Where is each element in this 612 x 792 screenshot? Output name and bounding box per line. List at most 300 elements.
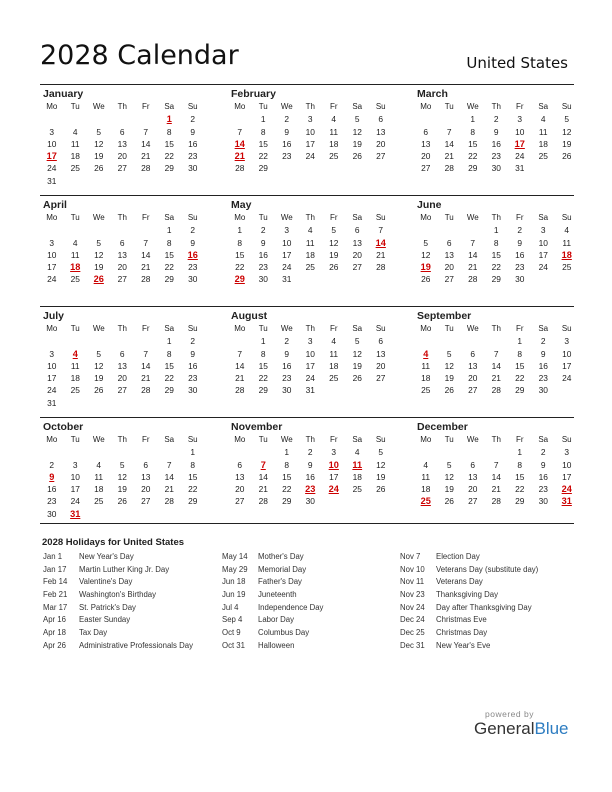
- holiday-day-cell: 25: [420, 496, 431, 507]
- day-cell: 22: [164, 373, 174, 384]
- day-cell: 6: [378, 114, 384, 125]
- holiday-date: Nov 24: [400, 602, 425, 612]
- day-cell: 15: [491, 249, 501, 260]
- day-cell: 21: [491, 484, 501, 495]
- holiday-item: [43, 564, 213, 577]
- day-cell: 8: [493, 237, 499, 248]
- day-cell: 29: [515, 385, 525, 396]
- holiday-item: [43, 614, 213, 627]
- day-cell: 25: [538, 151, 548, 162]
- day-cell: 7: [143, 126, 149, 137]
- day-cell: 4: [72, 126, 78, 137]
- day-cell: 9: [190, 126, 196, 137]
- weekday-header: Mo: [46, 324, 58, 333]
- day-cell: 3: [49, 348, 55, 359]
- day-cell: 19: [329, 249, 339, 260]
- day-cell: 27: [117, 163, 127, 174]
- empty-cell: [111, 113, 135, 125]
- day-cell: 28: [235, 163, 245, 174]
- month-name: November: [231, 421, 283, 433]
- day-cell: 20: [141, 484, 151, 495]
- day-cell: 6: [119, 237, 125, 248]
- holiday-item: [400, 602, 575, 615]
- day-cell: 21: [491, 373, 501, 384]
- day-cell: 2: [190, 225, 196, 236]
- day-cell: 29: [164, 274, 174, 285]
- day-cell: 15: [515, 360, 525, 371]
- holiday-item: [400, 627, 575, 640]
- empty-cell: [40, 335, 64, 347]
- day-cell: 28: [235, 385, 245, 396]
- holiday-date: May 14: [222, 552, 248, 561]
- day-cell: 6: [470, 348, 476, 359]
- weekday-header: We: [92, 213, 105, 222]
- day-cell: 6: [237, 459, 243, 470]
- holiday-day-cell: 21: [234, 151, 245, 162]
- holiday-item: [400, 564, 575, 577]
- day-cell: 13: [421, 138, 431, 149]
- day-cell: 30: [188, 274, 198, 285]
- day-cell: 6: [119, 126, 125, 137]
- day-cell: 18: [421, 484, 431, 495]
- day-cell: 16: [47, 484, 57, 495]
- day-cell: 28: [491, 385, 501, 396]
- day-cell: 10: [562, 348, 572, 359]
- empty-cell: [485, 335, 509, 347]
- weekday-header: Su: [561, 435, 572, 444]
- day-cell: 30: [188, 163, 198, 174]
- day-cell: 27: [376, 151, 386, 162]
- weekday-header: Tu: [70, 324, 80, 333]
- holiday-list-col-2: [222, 551, 392, 653]
- holiday-date: Nov 10: [400, 564, 425, 574]
- day-cell: 14: [491, 471, 501, 482]
- month-name: August: [231, 310, 268, 322]
- holiday-name: Election Day: [436, 552, 480, 561]
- calendar-grid: [40, 84, 574, 528]
- day-cell: 12: [562, 126, 572, 137]
- day-cell: 23: [188, 373, 198, 384]
- day-cell: 17: [329, 471, 339, 482]
- day-cell: 14: [141, 138, 151, 149]
- day-cell: 3: [49, 126, 55, 137]
- day-cell: 23: [491, 151, 501, 162]
- day-cell: 9: [540, 459, 546, 470]
- day-cell: 12: [329, 237, 339, 248]
- day-cell: 2: [284, 114, 290, 125]
- month-days-grid: [228, 101, 388, 175]
- day-cell: 26: [94, 163, 104, 174]
- holiday-day-cell: 14: [375, 237, 386, 248]
- day-cell: 24: [70, 496, 80, 507]
- day-cell: 20: [468, 373, 478, 384]
- holiday-day-cell: 17: [514, 138, 525, 149]
- day-cell: 30: [491, 163, 501, 174]
- day-cell: 2: [540, 447, 546, 458]
- weekday-header: We: [92, 102, 105, 111]
- weekday-header: We: [92, 324, 105, 333]
- day-cell: 31: [305, 385, 315, 396]
- empty-cell: [228, 335, 252, 347]
- day-cell: 29: [258, 385, 268, 396]
- day-cell: 28: [164, 496, 174, 507]
- weekday-header: Mo: [234, 213, 246, 222]
- day-cell: 20: [352, 249, 362, 260]
- day-cell: 23: [515, 262, 525, 273]
- weekday-header: Sa: [352, 213, 363, 222]
- holiday-date: Sep 4: [222, 615, 243, 625]
- day-cell: 17: [47, 262, 57, 273]
- holiday-name: Juneteenth: [258, 590, 297, 600]
- weekday-header: Th: [491, 324, 501, 333]
- weekday-header: Su: [375, 102, 386, 111]
- weekday-header: Fr: [329, 102, 338, 111]
- day-cell: 25: [421, 385, 431, 396]
- day-cell: 2: [493, 114, 499, 125]
- month-name: January: [43, 88, 84, 100]
- day-cell: 26: [376, 484, 386, 495]
- holiday-day-cell: 31: [561, 496, 572, 507]
- day-cell: 28: [468, 274, 478, 285]
- day-cell: 1: [284, 447, 290, 458]
- day-cell: 22: [164, 262, 174, 273]
- day-cell: 8: [284, 459, 290, 470]
- day-cell: 1: [260, 336, 266, 347]
- day-cell: 22: [258, 151, 268, 162]
- day-cell: 28: [376, 262, 386, 273]
- holiday-item: [222, 627, 392, 640]
- day-cell: 10: [305, 126, 315, 137]
- day-cell: 8: [166, 126, 172, 137]
- holiday-name: New Year's Eve: [436, 640, 491, 650]
- day-cell: 9: [190, 348, 196, 359]
- day-cell: 8: [470, 126, 476, 137]
- day-cell: 21: [235, 373, 245, 384]
- holiday-name: St. Patrick's Day: [79, 602, 136, 612]
- weekday-header: We: [92, 435, 105, 444]
- day-cell: 28: [491, 496, 501, 507]
- weekday-header: Sa: [164, 435, 175, 444]
- day-cell: 10: [305, 348, 315, 359]
- holiday-item: [400, 551, 575, 564]
- day-cell: 4: [564, 225, 570, 236]
- weekday-header: Fr: [141, 102, 150, 111]
- country-label: United States: [466, 54, 568, 72]
- weekday-header: Th: [305, 435, 315, 444]
- day-cell: 19: [444, 484, 454, 495]
- empty-cell: [158, 446, 182, 458]
- weekday-header: Su: [375, 213, 386, 222]
- holiday-name: Christmas Day: [436, 628, 488, 638]
- day-cell: 16: [538, 471, 548, 482]
- day-cell: 12: [117, 471, 127, 482]
- weekday-header: Tu: [258, 213, 268, 222]
- holiday-item: [400, 640, 575, 653]
- day-cell: 2: [284, 336, 290, 347]
- empty-cell: [461, 446, 485, 458]
- day-cell: 7: [166, 459, 172, 470]
- day-cell: 23: [282, 373, 292, 384]
- day-cell: 2: [49, 459, 55, 470]
- day-cell: 14: [444, 138, 454, 149]
- weekday-header: Tu: [444, 102, 454, 111]
- holiday-item: [222, 614, 392, 627]
- weekday-header: We: [466, 213, 479, 222]
- day-cell: 17: [562, 360, 572, 371]
- weekday-header: Sa: [352, 324, 363, 333]
- weekday-header: Th: [305, 102, 315, 111]
- day-cell: 1: [470, 114, 476, 125]
- holiday-day-cell: 31: [70, 508, 81, 519]
- day-cell: 10: [515, 126, 525, 137]
- day-cell: 18: [352, 471, 362, 482]
- day-cell: 25: [329, 373, 339, 384]
- weekday-header: Sa: [164, 324, 175, 333]
- day-cell: 7: [237, 126, 243, 137]
- holiday-date: Jan 1: [43, 552, 63, 561]
- weekday-header: Tu: [258, 324, 268, 333]
- month-march: [414, 87, 574, 175]
- month-days-grid: [414, 101, 574, 175]
- day-cell: 22: [515, 373, 525, 384]
- weekday-header: Th: [305, 213, 315, 222]
- day-cell: 4: [423, 459, 429, 470]
- holiday-date: Nov 11: [400, 577, 425, 587]
- day-cell: 23: [538, 484, 548, 495]
- day-cell: 14: [235, 360, 245, 371]
- holiday-date: Dec 31: [400, 640, 425, 650]
- day-cell: 30: [515, 274, 525, 285]
- day-cell: 5: [119, 459, 125, 470]
- month-name: May: [231, 199, 252, 211]
- day-cell: 16: [188, 360, 198, 371]
- day-cell: 3: [517, 114, 523, 125]
- day-cell: 18: [305, 249, 315, 260]
- weekday-header: Mo: [46, 102, 58, 111]
- day-cell: 9: [190, 237, 196, 248]
- day-cell: 13: [117, 360, 127, 371]
- holiday-day-cell: 19: [420, 262, 431, 273]
- holiday-day-cell: 17: [46, 151, 57, 162]
- day-cell: 4: [331, 114, 337, 125]
- weekday-header: We: [280, 102, 293, 111]
- day-cell: 5: [378, 447, 384, 458]
- holiday-item: [43, 589, 213, 602]
- month-days-grid: [40, 434, 200, 520]
- day-cell: 13: [117, 138, 127, 149]
- empty-cell: [438, 446, 462, 458]
- day-cell: 1: [260, 114, 266, 125]
- empty-cell: [228, 113, 252, 125]
- weekday-header: Th: [117, 102, 127, 111]
- day-cell: 3: [564, 447, 570, 458]
- holiday-name: Veterans Day (substitute day): [436, 564, 539, 574]
- day-cell: 8: [517, 348, 523, 359]
- day-cell: 16: [515, 249, 525, 260]
- holiday-day-cell: 18: [561, 249, 572, 260]
- day-cell: 20: [376, 138, 386, 149]
- holiday-item: [43, 640, 213, 653]
- month-row: [40, 84, 574, 195]
- month-days-grid: [40, 212, 200, 286]
- month-april: [40, 198, 200, 286]
- day-cell: 23: [188, 262, 198, 273]
- weekday-header: Su: [187, 324, 198, 333]
- day-cell: 6: [470, 459, 476, 470]
- month-name: June: [417, 199, 442, 211]
- month-name: October: [43, 421, 84, 433]
- empty-cell: [461, 335, 485, 347]
- weekday-header: Mo: [420, 435, 432, 444]
- day-cell: 14: [141, 249, 151, 260]
- holiday-name: Tax Day: [79, 628, 108, 638]
- weekday-header: Sa: [352, 435, 363, 444]
- day-cell: 14: [141, 360, 151, 371]
- holiday-date: Nov 23: [400, 590, 425, 600]
- empty-cell: [414, 335, 438, 347]
- holiday-name: Washington's Birthday: [79, 590, 157, 600]
- day-cell: 5: [96, 126, 102, 137]
- day-cell: 15: [258, 360, 268, 371]
- day-cell: 23: [47, 496, 57, 507]
- month-june: [414, 198, 574, 286]
- day-cell: 29: [164, 163, 174, 174]
- day-cell: 1: [237, 225, 243, 236]
- holiday-item: [222, 640, 392, 653]
- holiday-item: [43, 627, 213, 640]
- day-cell: 6: [423, 126, 429, 137]
- holiday-item: [400, 576, 575, 589]
- month-days-grid: [40, 323, 200, 409]
- day-cell: 15: [164, 249, 174, 260]
- day-cell: 4: [540, 114, 546, 125]
- weekday-header: Sa: [164, 213, 175, 222]
- weekday-header: Th: [117, 213, 127, 222]
- day-cell: 29: [515, 496, 525, 507]
- day-cell: 9: [260, 237, 266, 248]
- day-cell: 10: [282, 237, 292, 248]
- day-cell: 9: [517, 237, 523, 248]
- weekday-header: Tu: [258, 102, 268, 111]
- day-cell: 23: [258, 262, 268, 273]
- day-cell: 16: [282, 138, 292, 149]
- day-cell: 18: [70, 373, 80, 384]
- day-cell: 22: [468, 151, 478, 162]
- day-cell: 20: [117, 373, 127, 384]
- holiday-day-cell: 9: [49, 471, 55, 482]
- holiday-name: Veterans Day: [436, 577, 483, 587]
- empty-cell: [438, 224, 462, 236]
- day-cell: 11: [538, 126, 548, 137]
- holidays-title: 2028 Holidays for United States: [42, 537, 185, 548]
- month-january: [40, 87, 200, 187]
- holiday-date: Dec 25: [400, 628, 425, 638]
- empty-cell: [87, 446, 111, 458]
- day-cell: 8: [166, 348, 172, 359]
- empty-cell: [228, 446, 252, 458]
- day-cell: 18: [329, 138, 339, 149]
- day-cell: 12: [352, 126, 362, 137]
- day-cell: 12: [94, 249, 104, 260]
- day-cell: 4: [72, 237, 78, 248]
- day-cell: 31: [282, 274, 292, 285]
- day-cell: 26: [352, 373, 362, 384]
- day-cell: 23: [188, 151, 198, 162]
- day-cell: 5: [354, 114, 360, 125]
- day-cell: 13: [468, 360, 478, 371]
- weekday-header: Tu: [444, 324, 454, 333]
- divider: [40, 523, 574, 524]
- day-cell: 8: [517, 459, 523, 470]
- weekday-header: Tu: [70, 102, 80, 111]
- generalblue-logo[interactable]: [474, 719, 569, 739]
- holiday-item: [222, 602, 392, 615]
- day-cell: 24: [538, 262, 548, 273]
- holiday-name: Easter Sunday: [79, 615, 131, 625]
- day-cell: 20: [376, 360, 386, 371]
- day-cell: 18: [538, 138, 548, 149]
- day-cell: 22: [515, 484, 525, 495]
- weekday-header: Th: [491, 435, 501, 444]
- weekday-header: Mo: [234, 324, 246, 333]
- day-cell: 19: [117, 484, 127, 495]
- weekday-header: Sa: [164, 102, 175, 111]
- day-cell: 13: [376, 348, 386, 359]
- day-cell: 25: [70, 163, 80, 174]
- holiday-day-cell: 18: [70, 262, 81, 273]
- day-cell: 27: [117, 274, 127, 285]
- day-cell: 29: [258, 163, 268, 174]
- holiday-name: Administrative Professionals Day: [79, 640, 193, 650]
- day-cell: 25: [305, 262, 315, 273]
- month-days-grid: [228, 212, 388, 286]
- holiday-name: Valentine's Day: [79, 577, 133, 587]
- holiday-name: Halloween: [258, 640, 295, 650]
- day-cell: 15: [282, 471, 292, 482]
- day-cell: 27: [235, 496, 245, 507]
- day-cell: 20: [468, 484, 478, 495]
- day-cell: 1: [493, 225, 499, 236]
- day-cell: 11: [562, 237, 572, 248]
- empty-cell: [87, 224, 111, 236]
- day-cell: 13: [376, 126, 386, 137]
- day-cell: 7: [493, 348, 499, 359]
- day-cell: 29: [282, 496, 292, 507]
- holiday-item: [400, 614, 575, 627]
- day-cell: 4: [331, 336, 337, 347]
- day-cell: 30: [305, 496, 315, 507]
- day-cell: 27: [376, 373, 386, 384]
- day-cell: 25: [562, 262, 572, 273]
- day-cell: 19: [376, 471, 386, 482]
- day-cell: 21: [444, 151, 454, 162]
- month-name: July: [43, 310, 65, 322]
- day-cell: 3: [49, 237, 55, 248]
- day-cell: 15: [164, 360, 174, 371]
- month-days-grid: [414, 212, 574, 286]
- day-cell: 30: [538, 385, 548, 396]
- day-cell: 30: [47, 508, 57, 519]
- weekday-header: We: [466, 324, 479, 333]
- empty-cell: [134, 446, 158, 458]
- weekday-header: Su: [187, 102, 198, 111]
- weekday-header: Tu: [444, 435, 454, 444]
- day-cell: 18: [329, 360, 339, 371]
- holiday-day-cell: 29: [234, 274, 245, 285]
- weekday-header: Tu: [444, 213, 454, 222]
- holiday-date: Dec 24: [400, 615, 425, 625]
- day-cell: 15: [188, 471, 198, 482]
